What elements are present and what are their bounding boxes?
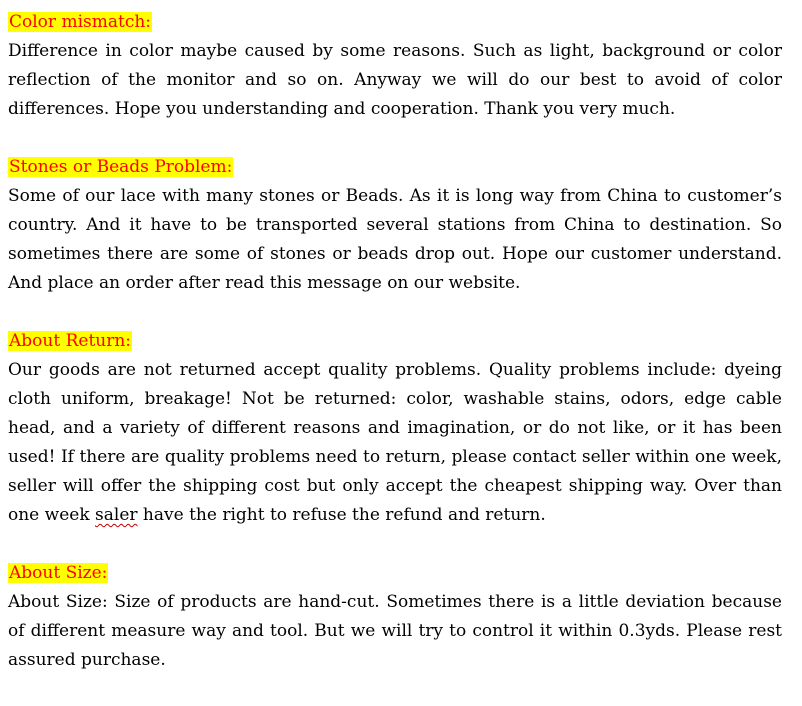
section-heading: About Return: — [9, 331, 132, 351]
section-stones-or-beads — [8, 153, 782, 298]
section-body-part: have the right to refuse the refund and return. — [137, 505, 546, 525]
section-about-size — [8, 559, 782, 675]
policy-document — [8, 8, 782, 704]
section-about-return — [8, 327, 782, 530]
section-heading: Stones or Beads Problem: — [9, 157, 233, 177]
section-body — [8, 356, 782, 530]
section-heading: About Size: — [9, 563, 108, 583]
section-color-mismatch — [8, 8, 782, 124]
section-body: Some of our lace with many stones or Beads. As it is long way from China to customer’s country. And it have to be transported several stations from China to destination. So sometimes there are some of stones or beads drop out. Hope our customer understand. And place an order after read this message on our website. — [8, 186, 782, 293]
section-body-part: Our goods are not returned accept quality problems. Quality problems include: dyeing cloth uniform, breakage! Not be returned: color, washable stains, odors, edge cable head, and a variety of different reasons and imagination, or do not like, or it has been used! If there are quality problems need to return, please contact seller within one week, seller will offer the shipping cost but only accept the cheapest shipping way. Over than one week — [8, 360, 782, 525]
spellcheck-flagged-word: saler — [95, 505, 138, 525]
section-body: Difference in color maybe caused by some reasons. Such as light, background or color reflection of the monitor and so on. Anyway we will do our best to avoid of color differences. Hope you understanding and cooperation. Thank you very much. — [8, 41, 782, 119]
section-heading: Color mismatch: — [9, 12, 152, 32]
section-body: About Size: Size of products are hand-cut. Sometimes there is a little deviation because of different measure way and tool. But we will try to control it within 0.3yds. Please rest assured purchase. — [8, 592, 782, 670]
